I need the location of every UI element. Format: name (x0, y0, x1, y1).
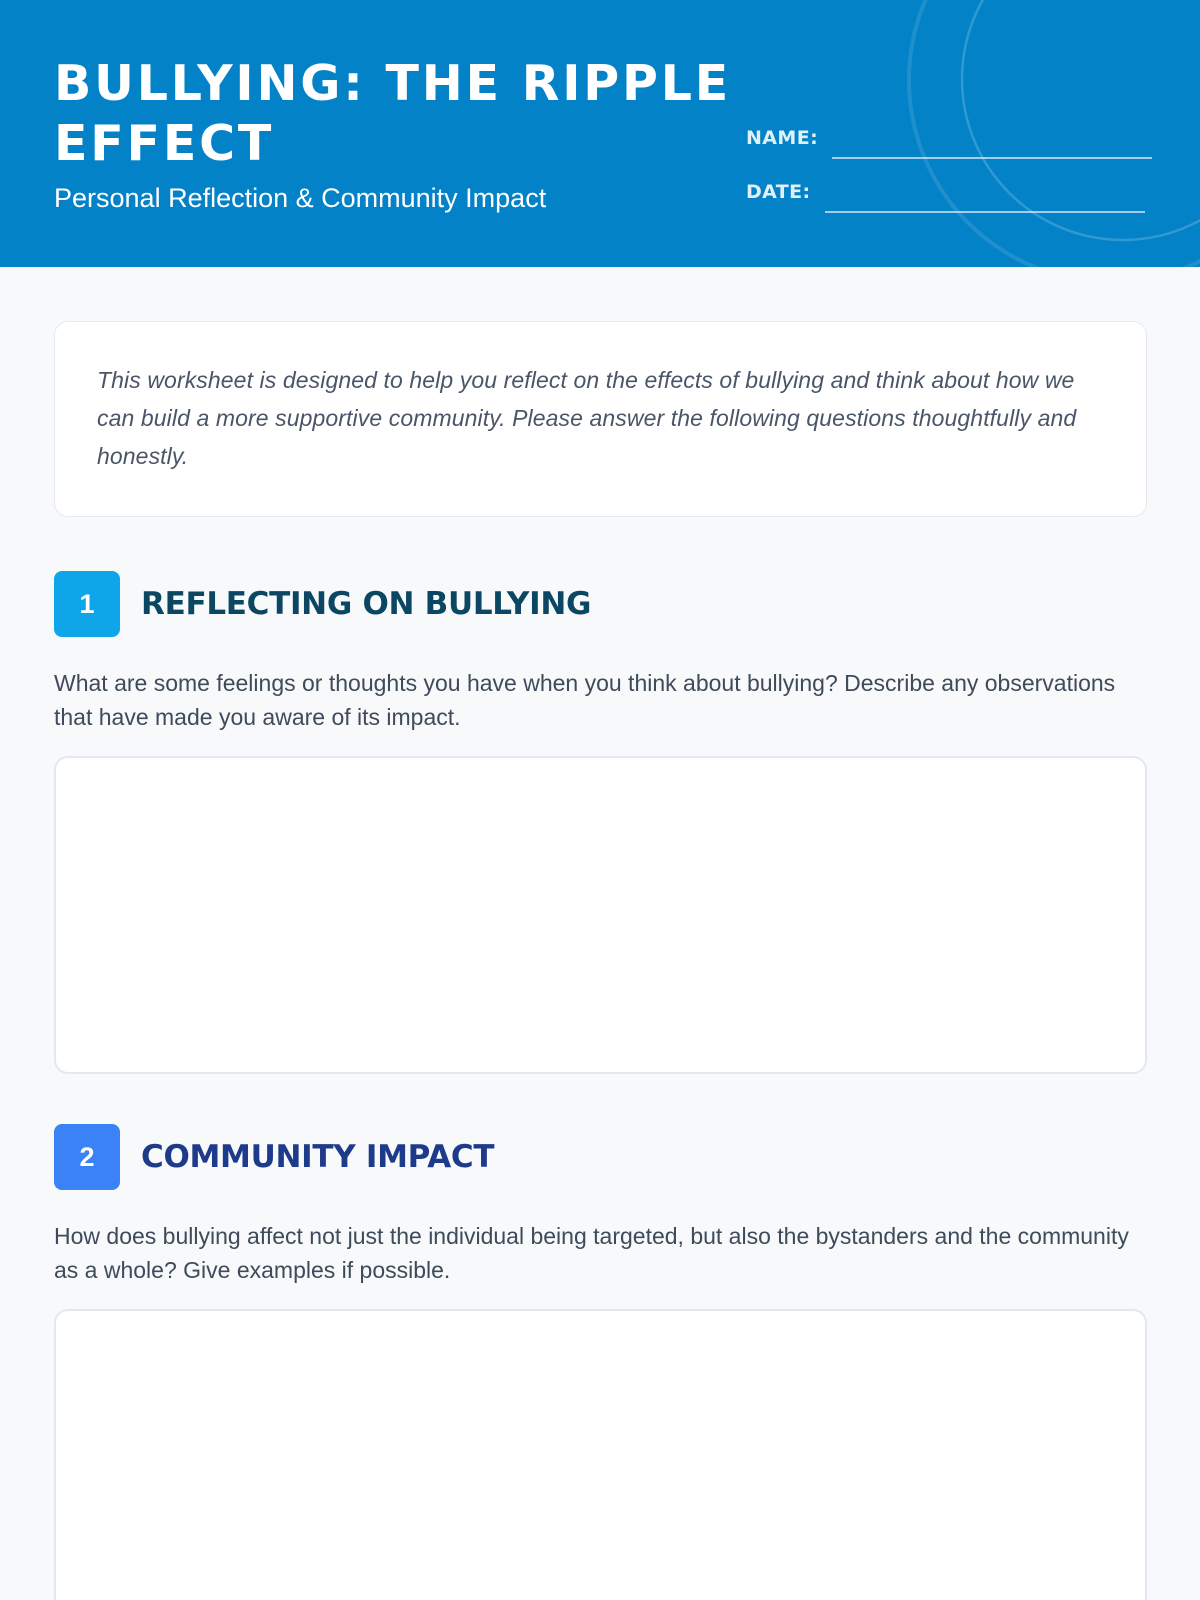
question-prompt: How does bullying affect not just the individual being targeted, but also the bystanders and the community as a whole? Give examples if possible. (54, 1223, 1129, 1283)
section-title: REFLECTING ON BULLYING (141, 586, 592, 622)
answer-box[interactable] (54, 756, 1147, 1074)
answer-box[interactable] (54, 1309, 1147, 1600)
date-input-line[interactable] (825, 211, 1145, 213)
worksheet-title: BULLYING: THE RIPPLE EFFECT (54, 55, 731, 172)
section-number-badge: 1 (54, 571, 120, 637)
header-title-block (54, 54, 734, 214)
section-heading (54, 1124, 1147, 1190)
intro-card (54, 321, 1147, 517)
name-label: NAME: (746, 127, 819, 149)
name-field[interactable] (746, 126, 1152, 150)
section-reflecting-on-bullying (54, 571, 1147, 1074)
section-number-badge: 2 (54, 1124, 120, 1190)
section-community-impact (54, 1124, 1147, 1600)
question-prompt: What are some feelings or thoughts you have when you think about bullying? Describe any observations that have made you aware of its impact. (54, 670, 1116, 730)
section-title: COMMUNITY IMPACT (141, 1139, 495, 1175)
intro-text: This worksheet is designed to help you reflect on the effects of bullying and think about how we can build a more supportive community. Please answer the following questions thoughtfully and honestly. (97, 367, 1077, 469)
worksheet-header (0, 0, 1200, 267)
section-heading (54, 571, 1147, 637)
date-field[interactable] (746, 180, 1145, 204)
date-label: DATE: (746, 181, 811, 203)
worksheet-subtitle: Personal Reflection & Community Impact (54, 183, 547, 213)
name-input-line[interactable] (832, 157, 1152, 159)
